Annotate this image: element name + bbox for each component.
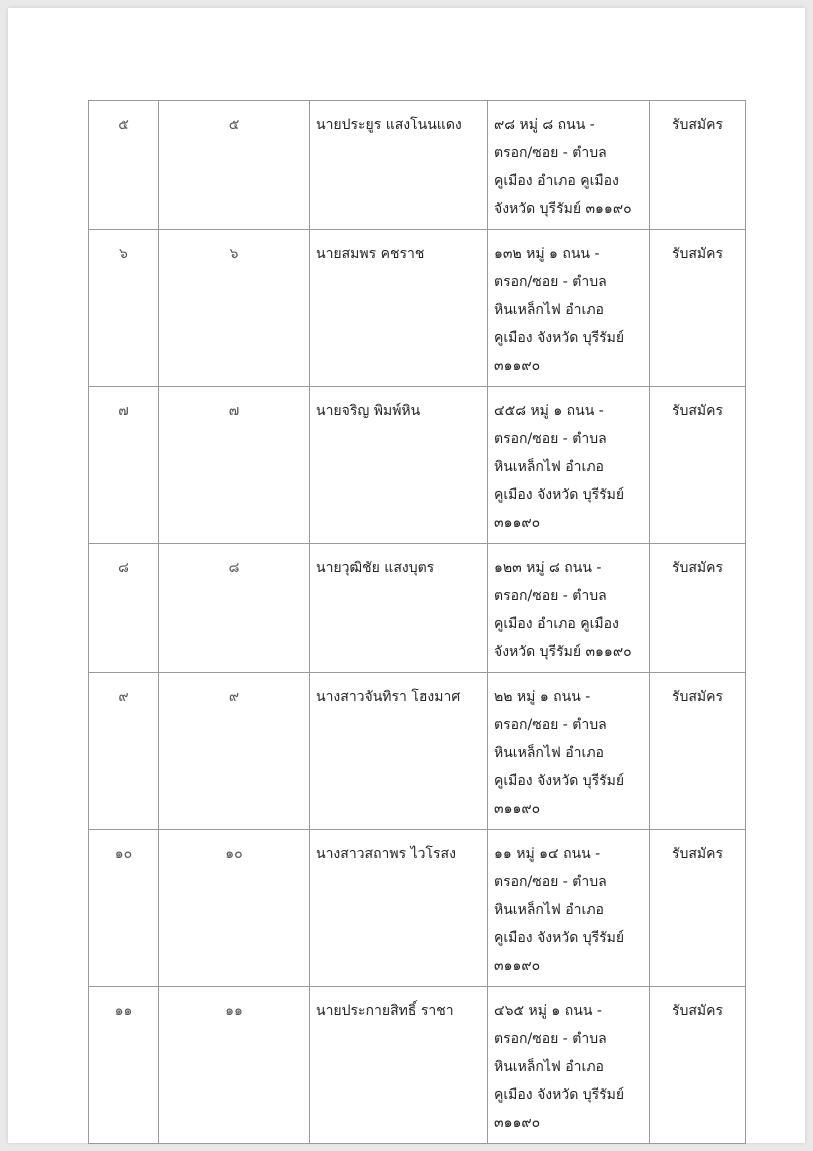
candidate-number: ๑๑ <box>159 987 310 1144</box>
address-line: หินเหล็กไฟ อำเภอ <box>494 302 604 318</box>
candidate-status: รับสมัคร <box>650 830 746 987</box>
candidate-name: นางสาวจันทิรา โฮงมาศ <box>310 673 488 830</box>
candidate-address <box>488 101 650 230</box>
address-line: ตรอก/ซอย - ตำบล <box>494 145 607 161</box>
candidate-status: รับสมัคร <box>650 230 746 387</box>
address-line: หินเหล็กไฟ อำเภอ <box>494 745 604 761</box>
row-sequence: ๖ <box>89 230 159 387</box>
address-line: ตรอก/ซอย - ตำบล <box>494 1031 607 1047</box>
address-line: ๙๘ หมู่ ๘ ถนน - <box>494 117 595 133</box>
row-sequence: ๑๑ <box>89 987 159 1144</box>
candidate-name: นายวุฒิชัย แสงบุตร <box>310 544 488 673</box>
address-line: ๑๑ หมู่ ๑๔ ถนน - <box>494 846 601 862</box>
row-sequence: ๑๐ <box>89 830 159 987</box>
candidate-number: ๖ <box>159 230 310 387</box>
candidate-table <box>88 100 746 1144</box>
address-line: ๓๑๑๙๐ <box>494 515 541 531</box>
table-row <box>89 830 746 987</box>
table-row <box>89 673 746 830</box>
address-line: หินเหล็กไฟ อำเภอ <box>494 459 604 475</box>
address-line: ๓๑๑๙๐ <box>494 1115 541 1131</box>
candidate-status: รับสมัคร <box>650 544 746 673</box>
candidate-name: นายประยูร แสงโนนแดง <box>310 101 488 230</box>
row-sequence: ๙ <box>89 673 159 830</box>
address-line: ๒๒ หมู่ ๑ ถนน - <box>494 689 591 705</box>
address-line: หินเหล็กไฟ อำเภอ <box>494 1059 604 1075</box>
candidate-address <box>488 387 650 544</box>
candidate-address <box>488 673 650 830</box>
address-line: ตรอก/ซอย - ตำบล <box>494 874 607 890</box>
address-line: ๔๕๘ หมู่ ๑ ถนน - <box>494 403 604 419</box>
address-line: ตรอก/ซอย - ตำบล <box>494 717 607 733</box>
candidate-number: ๑๐ <box>159 830 310 987</box>
candidate-name: นายประกายสิทธิ์ ราชา <box>310 987 488 1144</box>
candidate-status: รับสมัคร <box>650 387 746 544</box>
address-line: คูเมือง จังหวัด บุรีรัมย์ <box>494 930 625 946</box>
address-line: คูเมือง อำเภอ คูเมือง <box>494 173 619 189</box>
candidate-number: ๗ <box>159 387 310 544</box>
address-line: ๑๓๒ หมู่ ๑ ถนน - <box>494 246 600 262</box>
address-line: คูเมือง จังหวัด บุรีรัมย์ <box>494 330 625 346</box>
candidate-address <box>488 830 650 987</box>
candidate-address <box>488 544 650 673</box>
row-sequence: ๕ <box>89 101 159 230</box>
address-line: ๔๖๕ หมู่ ๑ ถนน - <box>494 1003 602 1019</box>
candidate-number: ๙ <box>159 673 310 830</box>
candidate-number: ๕ <box>159 101 310 230</box>
table-row <box>89 230 746 387</box>
address-line: ๓๑๑๙๐ <box>494 958 541 974</box>
address-line: ตรอก/ซอย - ตำบล <box>494 588 607 604</box>
candidate-address <box>488 987 650 1144</box>
address-line: ตรอก/ซอย - ตำบล <box>494 431 607 447</box>
candidate-name: นายจริญ พิมพ์หิน <box>310 387 488 544</box>
address-line: ๓๑๑๙๐ <box>494 801 541 817</box>
address-line: ๑๒๓ หมู่ ๘ ถนน - <box>494 560 602 576</box>
address-line: ตรอก/ซอย - ตำบล <box>494 274 607 290</box>
address-line: หินเหล็กไฟ อำเภอ <box>494 902 604 918</box>
candidate-status: รับสมัคร <box>650 673 746 830</box>
row-sequence: ๗ <box>89 387 159 544</box>
address-line: จังหวัด บุรีรัมย์ ๓๑๑๙๐ <box>494 644 632 660</box>
document-page <box>8 8 805 1143</box>
row-sequence: ๘ <box>89 544 159 673</box>
address-line: ๓๑๑๙๐ <box>494 358 541 374</box>
table-row <box>89 544 746 673</box>
address-line: คูเมือง จังหวัด บุรีรัมย์ <box>494 487 625 503</box>
candidate-status: รับสมัคร <box>650 101 746 230</box>
address-line: คูเมือง จังหวัด บุรีรัมย์ <box>494 773 625 789</box>
table-row <box>89 987 746 1144</box>
candidate-table-body <box>89 101 746 1144</box>
candidate-name: นายสมพร คชราช <box>310 230 488 387</box>
table-row <box>89 101 746 230</box>
candidate-number: ๘ <box>159 544 310 673</box>
address-line: จังหวัด บุรีรัมย์ ๓๑๑๙๐ <box>494 201 632 217</box>
address-line: คูเมือง อำเภอ คูเมือง <box>494 616 619 632</box>
candidate-name: นางสาวสถาพร ไวโรสง <box>310 830 488 987</box>
candidate-status: รับสมัคร <box>650 987 746 1144</box>
candidate-address <box>488 230 650 387</box>
address-line: คูเมือง จังหวัด บุรีรัมย์ <box>494 1087 625 1103</box>
table-row <box>89 387 746 544</box>
